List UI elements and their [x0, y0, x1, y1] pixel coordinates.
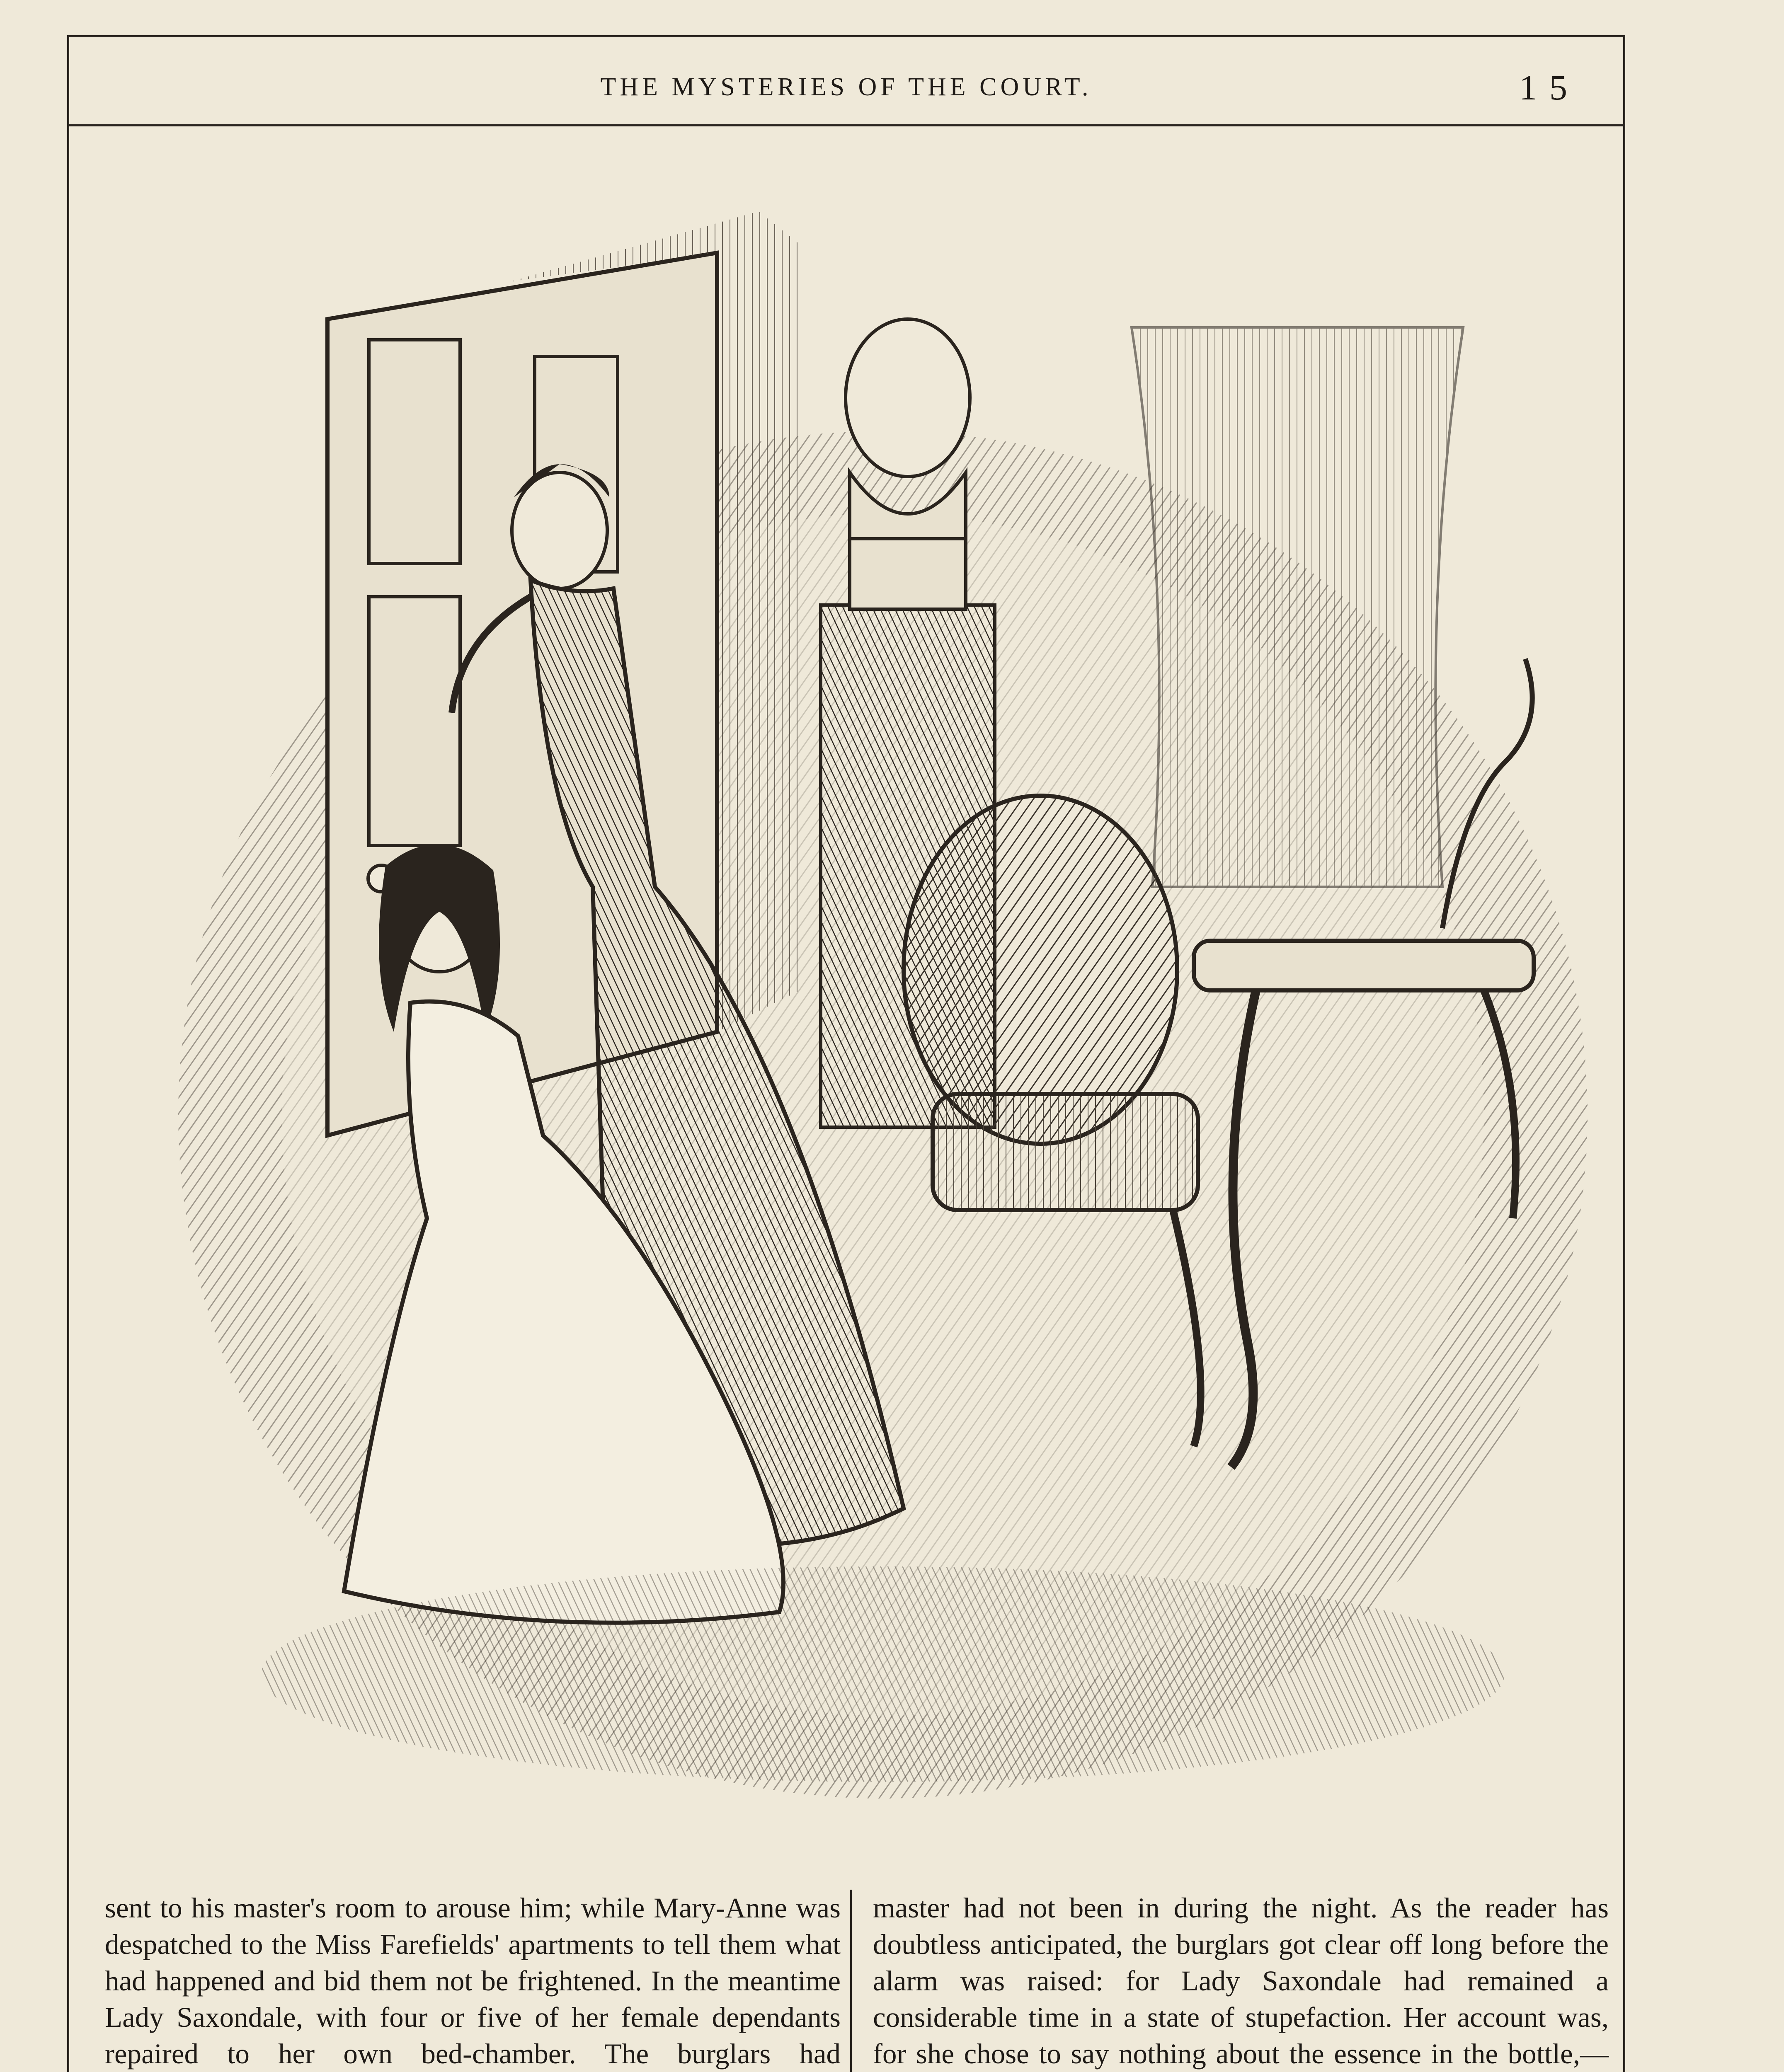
- floor-shading: [261, 1566, 1505, 1782]
- left-column: [105, 1890, 841, 2072]
- column-divider: [850, 1890, 852, 2072]
- left-paragraph-1: sent to his master's room to arouse him; while Mary-Anne was despatched to the Miss Farefields' apartments to tell them what had happened and bid them not be frightened. In the meantime Lady Saxondale, with four or five of her female dependants repaired to her own bed-chamber. The burglars had: [105, 1892, 841, 2070]
- header-rule: [67, 124, 1625, 126]
- right-column: [873, 1890, 1609, 2072]
- curtain: [1132, 327, 1463, 887]
- running-title: THE MYSTERIES OF THE COURT.: [600, 73, 1092, 101]
- right-paragraph-1: master had not been in during the night. As the reader has doubtless anticipated, the burglars got clear off long before the alarm was raised: for Lady Saxondale had remained a considerable time in a state of stupefaction. Her account was, for she chose to say nothing about the essence in the bottle,—: [873, 1892, 1609, 2070]
- running-head: [67, 68, 1625, 110]
- text-columns: [103, 1890, 1607, 2072]
- engraving-illustration: [95, 182, 1612, 1840]
- page-number: 15: [1519, 68, 1580, 107]
